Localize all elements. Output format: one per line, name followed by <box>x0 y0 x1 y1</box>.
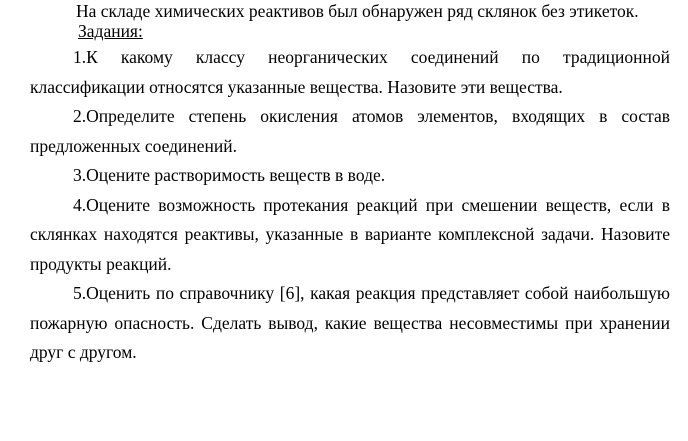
task-item-2: 2.Определите степень окисления атомов элементов, входящих в состав предложенных соединений. <box>30 106 670 156</box>
document-page <box>30 0 670 368</box>
task-item-3: 3.Оцените растворимость веществ в воде. <box>73 165 386 185</box>
task-item-4: 4.Оцените возможность протекания реакций при смешении веществ, если в склянках находятся реактивы, указанные в варианте комплексной задачи. Назовите продукты реакций. <box>30 194 670 274</box>
tasks-heading: Задания: <box>78 21 143 41</box>
task-item-5: 5.Оценить по справочнику [6], какая реакция представляет собой наибольшую пожарную опасность. Сделать вывод, какие вещества несовместимы при хранении друг с другом. <box>30 283 670 362</box>
intro-paragraph: На складе химических реактивов был обнаружен ряд склянок без этикеток. <box>76 1 639 21</box>
task-item-1: 1.К какому классу неорганических соединений по традиционной классификации относятся указанные вещества. Назовите эти вещества. <box>30 47 670 97</box>
